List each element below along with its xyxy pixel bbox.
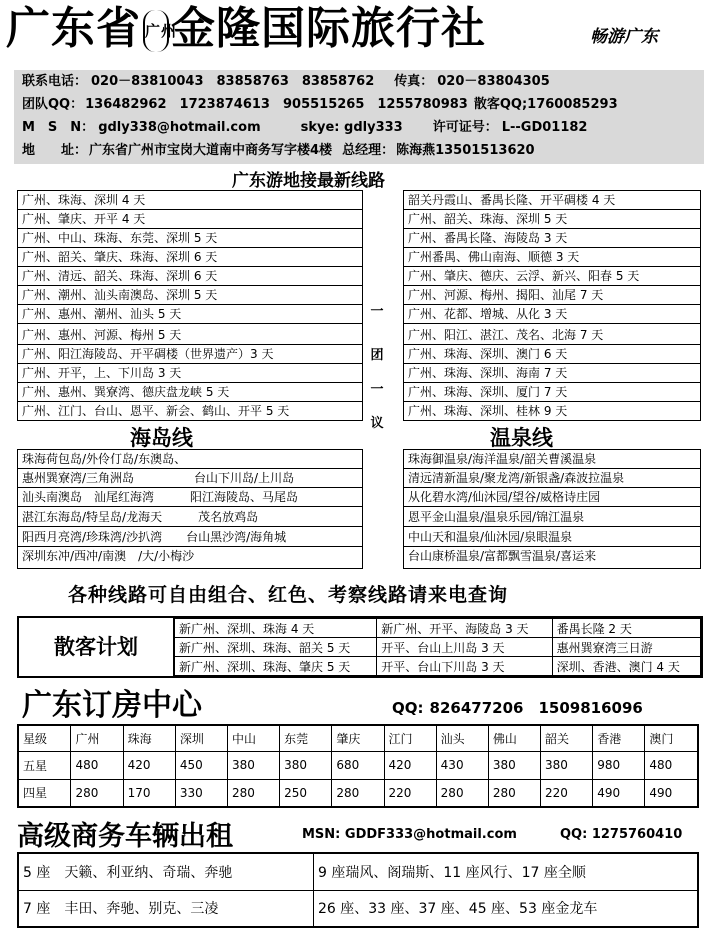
title-agency-name: 金隆国际旅行社 [171,3,486,54]
plan-cell: 新广州、开平、海陵岛 3 天 [377,619,552,638]
header-cell: 珠海 [123,725,175,751]
route-item: 广州番禺、佛山南海、顺德 3 天 [404,248,700,267]
table-row [18,779,698,807]
manager-contact: 陈海燕13501513620 [396,143,535,158]
msn-address: gdly338@hotmail.com [98,120,261,135]
route-item: 广州、阳江海陵岛、开平碉楼（世界遗产）3 天 [18,345,362,364]
price-cell: 420 [123,751,175,779]
hotspring-item: 恩平金山温泉/温泉乐园/锦江温泉 [404,508,700,527]
route-item: 广州、清远、韶关、珠海、深圳 6 天 [18,267,362,286]
hotspring-item: 台山康桥温泉/富都飘雪温泉/喜运来 [408,549,597,563]
price-cell: 五星 [18,751,71,779]
table-row [18,751,698,779]
car-cell: 26 座、33 座、37 座、45 座、53 座金龙车 [314,890,699,927]
route-item: 广州、番禺长隆、海陵岛 3 天 [404,229,700,248]
title-province: 广东省 [6,3,141,54]
price-cell: 250 [280,779,332,807]
route-item: 广州、肇庆、开平 4 天 [18,210,362,229]
route-item: 广州、惠州、巽寮湾、德庆盘龙峡 5 天 [18,383,362,402]
price-cell: 330 [175,779,227,807]
price-cell: 380 [541,751,593,779]
group-label-char: 团 [370,348,384,363]
header-cell: 肇庆 [332,725,384,751]
table-row [18,853,698,890]
fax-number: 020－83804305 [437,74,550,89]
routes-left-list [17,190,363,421]
individual-plan-label: 散客计划 [19,618,174,676]
header-cell: 深圳 [175,725,227,751]
route-item: 广州、江门、台山、恩平、新会、鹤山、开平 5 天 [18,402,362,421]
route-item: 广州、珠海、深圳、澳门 6 天 [404,345,700,364]
route-item: 广州、中山、珠海、东莞、深圳 5 天 [18,229,362,248]
slogan: 畅游广东 [590,27,658,47]
route-item: 广州、花都、增城、从化 3 天 [404,305,700,324]
table-header-row [18,725,698,751]
title-city-bracket: 广州 [143,10,169,52]
group-label-char: 一 [370,304,384,319]
header-cell: 汕头 [436,725,488,751]
header-cell: 佛山 [488,725,540,751]
manager-label: 总经理： [342,143,395,158]
hotspring-item: 珠海御温泉/海洋温泉/韶关曹溪温泉 [404,450,700,469]
price-cell: 380 [280,751,332,779]
price-cell: 280 [227,779,279,807]
plan-cell: 新广州、深圳、珠海、肇庆 5 天 [175,657,377,676]
car-cell: 5 座 天籁、利亚纳、奇瑞、奔驰 [18,853,314,890]
header-cell: 东莞 [280,725,332,751]
car-cell: 9 座瑞风、阁瑞斯、11 座风行、17 座全顺 [314,853,699,890]
price-cell: 280 [488,779,540,807]
price-cell: 490 [645,779,698,807]
car-rental-qq: QQ: 1275760410 [560,827,683,842]
plan-cell: 开平、台山上川岛 3 天 [377,638,552,657]
individual-qq-label: 散客QQ; [473,97,528,112]
hotspring-list [403,449,701,569]
price-cell: 280 [71,779,123,807]
header-cell: 星级 [18,725,71,751]
address: 广东省广州市宝岗大道南中商务写字楼4楼 [89,143,333,158]
skype-id: skye: gdly333 [300,120,403,135]
price-cell: 430 [436,751,488,779]
booking-qq-label: QQ: [392,699,424,717]
price-cell: 490 [593,779,645,807]
island-list [17,449,363,569]
price-cell: 380 [488,751,540,779]
header-cell: 江门 [384,725,436,751]
price-cell: 450 [175,751,227,779]
price-cell: 170 [123,779,175,807]
route-item: 广州、肇庆、德庆、云浮、新兴、阳春 5 天 [404,267,700,286]
contact-phone-line [22,72,564,92]
price-cell: 480 [645,751,698,779]
island-title: 海岛线 [130,426,193,450]
price-cell: 四星 [18,779,71,807]
team-qq-label: 团队QQ： [22,97,84,112]
individual-qq-number: 1760085293 [527,97,618,112]
price-cell: 420 [384,751,436,779]
price-cell: 280 [436,779,488,807]
header-cell: 澳门 [645,725,698,751]
route-item: 广州、韶关、珠海、深圳 5 天 [404,210,700,229]
island-item: 湛江东海岛/特呈岛/龙海天 茂名放鸡岛 [18,508,362,527]
plan-cell: 番禺长隆 2 天 [552,619,700,638]
plan-cell: 新广州、深圳、珠海、韶关 5 天 [175,638,377,657]
route-item: 广州、珠海、深圳、厦门 7 天 [404,383,700,402]
routes-right-list [403,190,701,421]
route-item: 广州、珠海、深圳、海南 7 天 [404,364,700,383]
price-cell: 220 [541,779,593,807]
island-item: 惠州巽寮湾/三角洲岛 台山下川岛/上川岛 [18,469,362,488]
plan-cell: 惠州巽寮湾三日游 [552,638,700,657]
table-row [18,890,698,927]
car-rental-table [17,852,699,928]
header-cell: 广州 [71,725,123,751]
agency-title [6,2,486,56]
booking-title: 广东订房中心 [22,688,202,723]
hotspring-item: 中山天和温泉/仙沐园/泉眼温泉 [404,528,700,547]
price-cell: 480 [71,751,123,779]
booking-qq [392,697,643,718]
contact-info-box [14,70,704,164]
price-cell: 980 [593,751,645,779]
team-qq-numbers: 136482962 1723874613 905515265 1255780983 [85,97,468,112]
phone-label: 联系电话： [22,74,88,89]
contact-qq-line [22,95,632,115]
license-label: 许可证号： [432,120,498,135]
price-cell: 280 [332,779,384,807]
hotspring-item: 从化碧水湾/仙沐园/望谷/威格诗庄园 [404,488,700,507]
header-cell: 中山 [227,725,279,751]
group-label-char: 议 [370,416,384,431]
address-label: 地 址： [22,143,88,158]
route-item: 广州、韶关、肇庆、珠海、深圳 6 天 [18,248,362,267]
license-number: L--GD01182 [501,120,588,135]
contact-msn-line [22,118,601,138]
header-cell: 香港 [593,725,645,751]
plan-cell: 开平、台山下川岛 3 天 [377,657,552,676]
hotel-price-table [17,724,699,808]
plan-cell: 深圳、香港、澳门 4 天 [552,657,700,676]
route-item: 韶关丹霞山、番禺长隆、开平碉楼 4 天 [404,191,700,210]
route-item: 广州、河源、梅州、揭阳、汕尾 7 天 [404,286,700,305]
price-cell: 380 [227,751,279,779]
car-rental-msn: MSN: GDDF333@hotmail.com [302,827,517,842]
price-cell: 680 [332,751,384,779]
car-rental-title: 高级商务车辆出租 [17,821,233,852]
fax-label: 传真： [394,74,434,89]
route-item: 广州、阳江、湛江、茂名、北海 7 天 [404,326,700,345]
group-label-char: 一 [370,382,384,397]
contact-address-line [22,141,549,161]
island-item: 珠海荷包岛/外伶仃岛/东澳岛、 [18,450,362,469]
price-cell: 220 [384,779,436,807]
island-item: 深圳东冲/西冲/南澳 /大/小梅沙 [22,549,195,563]
phone-numbers: 020－83810043 83858763 83858762 [91,74,375,89]
island-item: 汕头南澳岛 汕尾红海湾 阳江海陵岛、马尾岛 [18,488,362,507]
route-item: 广州、珠海、深圳、桂林 9 天 [404,402,700,421]
route-item: 广州、惠州、河源、梅州 5 天 [18,326,362,345]
route-item: 广州、珠海、深圳 4 天 [18,191,362,210]
msn-label: M S N： [22,120,95,135]
hotspring-title: 温泉线 [490,426,553,450]
booking-qq-numbers: 826477206 1509816096 [429,699,643,717]
combo-banner: 各种线路可自由组合、红色、考察线路请来电查询 [68,584,509,606]
routes-title: 广东游地接最新线路 [232,171,385,191]
header-cell: 韶关 [541,725,593,751]
route-item: 广州、惠州、潮州、汕头 5 天 [18,305,362,324]
car-cell: 7 座 丰田、奔驰、别克、三凌 [18,890,314,927]
route-item: 广州、潮州、汕头南澳岛、深圳 5 天 [18,286,362,305]
individual-plan-box [17,616,703,678]
hotspring-item: 清远清新温泉/聚龙湾/新银盏/森波拉温泉 [404,469,700,488]
plan-cell: 新广州、深圳、珠海 4 天 [175,619,377,638]
island-item: 阳西月亮湾/珍珠湾/沙扒湾 台山黑沙湾/海角城 [18,528,362,547]
route-item: 广州、开平，上、下川岛 3 天 [18,364,362,383]
individual-plan-table [174,618,701,676]
